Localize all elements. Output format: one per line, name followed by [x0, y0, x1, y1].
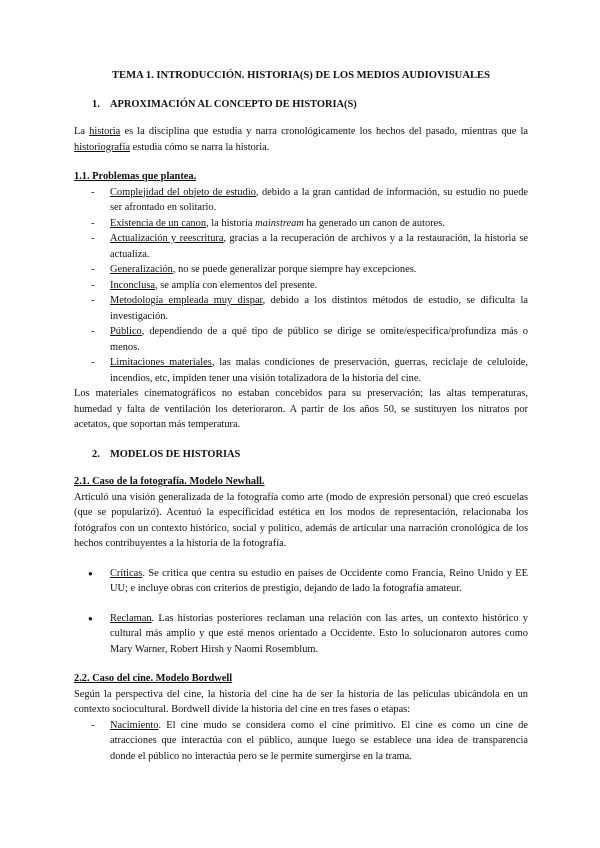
section-1-heading: [74, 97, 528, 113]
list-item: - Nacimiento. El cine mudo se considera como el cine primitivo. El cine es como un cine de atracciones que interactúa con el público, aunque luego se establece una idea de transparencia donde el público no interactúa pero se le permite sumergirse en la trama.: [74, 718, 528, 765]
intro-paragraph: La historia es la disciplina que estudia y narra cronológicamente los hechos del pasado, mientras que la historiografía estudia cómo se narra la historia.: [74, 126, 529, 153]
list-item: - Generalización, no se puede generalizar porque siempre hay excepciones.: [74, 262, 528, 278]
subsection-2-1-heading: 2.1. Caso de la fotografía. Modelo Newhall.: [74, 476, 265, 487]
list-item: - Metodología empleada muy dispar, debido a los distintos métodos de estudio, se dificulta la investigación.: [74, 293, 528, 324]
bordwell-list: [74, 718, 528, 765]
preservation-paragraph: Los materiales cinematográficos no estaban concebidos para su preservación; las altas temperaturas, humedad y falta de ventilación los deterioraron. A partir de los años 50, se sustituyen los nitratos por acetatos, que soportan más temperatura.: [74, 388, 528, 430]
section-title: APROXIMACIÓN AL CONCEPTO DE HISTORIA(S): [110, 98, 357, 110]
term-historiografia: historiografía: [74, 141, 130, 153]
list-item: - Existencia de un canon, la historia mainstream ha generado un canon de autores.: [74, 216, 528, 232]
bordwell-paragraph: Según la perspectiva del cine, la historia del cine ha de ser la historia de las películas ubicándola en un contexto sociocultural. Bordwell divide la historia del cine en tres fases o etapas:: [74, 688, 528, 715]
list-item: - Limitaciones materiales, las malas condiciones de preservación, guerras, reciclaje de celuloide, incendios, etc, impiden tener una visión totalizadora de la historia del cine.: [74, 355, 528, 386]
newhall-bullets: [74, 566, 528, 597]
term-historia: historia: [89, 126, 121, 137]
newhall-paragraph: Articuló una visión generalizada de la fotografía como arte (modo de expresión personal) que creó escuelas (que se popularizó). Acentuó la especificidad estética en los modos de representación, relacionaba los fotógrafos con un contexto histórico, social y político, además de articular una narración cronológica de los hechos contribuyentes a la historia de la fotografía.: [74, 491, 528, 549]
document-page: [74, 68, 528, 764]
document-title: TEMA 1. INTRODUCCIÓN. HISTORIA(S) DE LOS MEDIOS AUDIOVISUALES: [111, 70, 491, 81]
problems-list: [74, 185, 528, 387]
subsection-2-2-heading: 2.2. Caso del cine. Modelo Bordwell: [74, 673, 233, 684]
list-item: - Inconclusa, se amplía con elementos del presente.: [74, 278, 528, 294]
section-number: 2.: [92, 448, 100, 460]
list-item: - Actualización y reescritura, gracias a la recuperación de archivos y a la restauración, la historia se actualiza.: [74, 231, 528, 262]
list-item: ● Críticas. Se critica que centra su estudio en países de Occidente como Francia, Reino Unido y EE UU; e incluye obras con criterios de prestigio, dejando de lado la fotografía amateur.: [74, 566, 528, 597]
subsection-1-1-heading: 1.1. Problemas que plantea.: [74, 171, 197, 182]
section-title: MODELOS DE HISTORIAS: [110, 448, 241, 460]
list-item: - Complejidad del objeto de estudio, debido a la gran cantidad de información, su estudio no puede ser afrontado en solitario.: [74, 185, 528, 216]
section-number: 1.: [92, 98, 100, 110]
list-item: ● Reclaman. Las historias posteriores reclaman una relación con las artes, un contexto histórico y cultural más amplio y que esté menos orientado a Occidente. Esto lo solucionaron autores como Mary Warner, Robert Hirsh y Naomi Rosemblum.: [74, 611, 528, 658]
section-2-heading: [74, 447, 528, 463]
list-item: - Público, dependiendo de a qué tipo de público se dirige se omite/especifica/profundiza más o menos.: [74, 324, 528, 355]
newhall-bullets-2: [74, 611, 528, 658]
